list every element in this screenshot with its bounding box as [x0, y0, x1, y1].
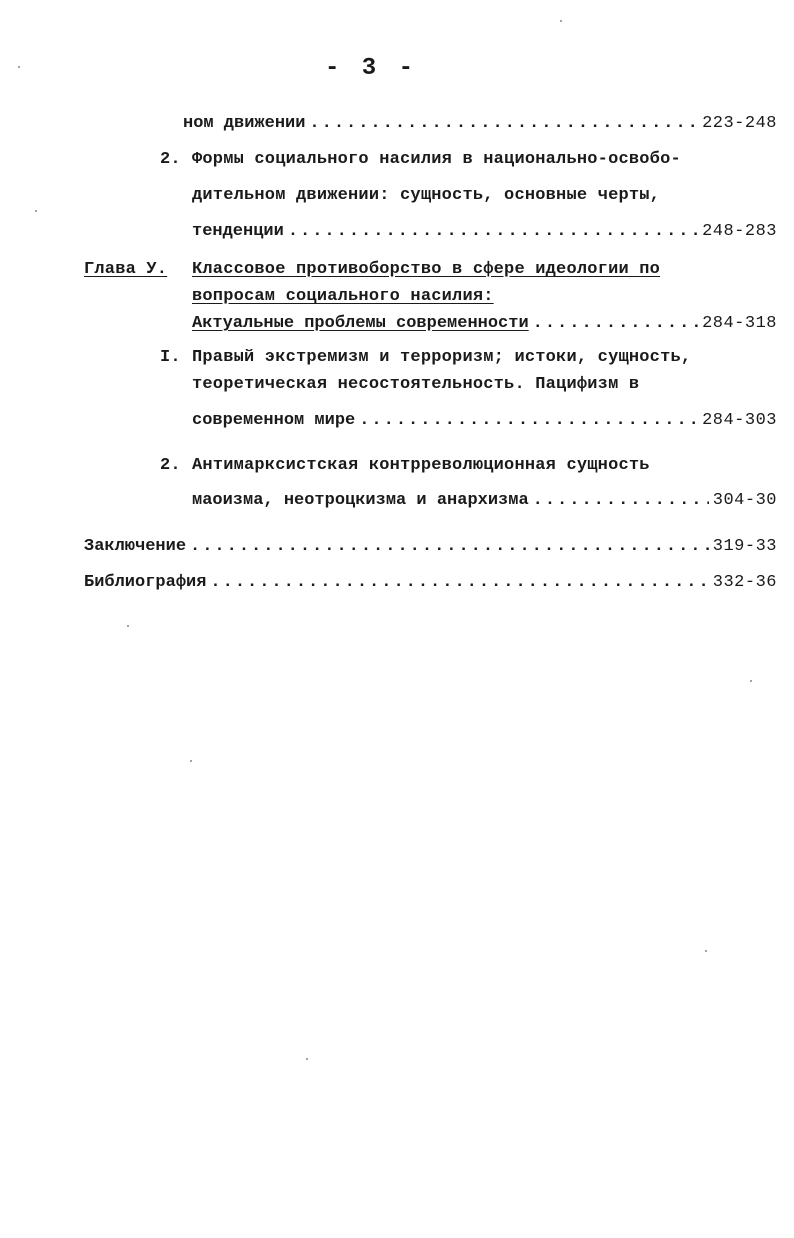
- chapter-title-last-line: [192, 313, 777, 335]
- toc-conclusion: [84, 536, 777, 558]
- chapter-label: Глава У.: [84, 260, 168, 279]
- toc-entry-text: дительном движении: сущность, основные черты,: [192, 186, 661, 205]
- scan-speck: [750, 680, 752, 682]
- toc-entry-pages: 319-33: [712, 537, 777, 556]
- leader-dots: [288, 221, 698, 243]
- scan-speck: [705, 950, 707, 952]
- toc-entry-text: Заключение: [84, 537, 187, 556]
- toc-entry-pages: 304-30: [712, 491, 777, 510]
- scan-speck: [190, 760, 192, 762]
- toc-entry-text: маоизма, неотроцкизма и анархизма: [192, 491, 529, 510]
- scan-speck: [18, 66, 20, 68]
- toc-entry-continuation: [183, 113, 777, 135]
- toc-entry-last-line: [192, 490, 777, 512]
- toc-item-number: 2.: [160, 456, 181, 475]
- toc-item-number: I.: [160, 348, 181, 367]
- toc-entry-text: современном мире: [192, 411, 356, 430]
- toc-entry-text: тенденции: [192, 222, 284, 241]
- toc-entry-text: Правый экстремизм и терроризм; истоки, сущность,: [192, 348, 692, 367]
- toc-entry-text: Формы социального насилия в национально-освобо-: [192, 150, 681, 169]
- chapter-title: Классовое противоборство в сфере идеологии по: [192, 260, 661, 279]
- scan-speck: [35, 210, 37, 212]
- toc-entry-pages: 332-36: [712, 573, 777, 592]
- leader-dots: [533, 490, 709, 512]
- toc-entry-text: Библиография: [84, 573, 207, 592]
- toc-entry-last-line: [192, 410, 777, 432]
- chapter-title: вопросам социального насилия:: [192, 287, 494, 306]
- toc-entry-text: ном движении: [183, 114, 306, 133]
- scan-speck: [560, 20, 562, 22]
- leader-dots: [210, 572, 708, 594]
- toc-bibliography: [84, 572, 777, 594]
- toc-entry-pages: 248-283: [702, 222, 777, 241]
- toc-entry-pages: 284-318: [702, 314, 777, 333]
- scan-speck: [306, 1058, 308, 1060]
- leader-dots: [533, 313, 698, 335]
- toc-entry-pages: 284-303: [702, 411, 777, 430]
- toc-item-number: 2.: [160, 150, 181, 169]
- toc-entry-last-line: [192, 221, 777, 243]
- scan-speck: [127, 625, 129, 627]
- chapter-title: Актуальные проблемы современности: [192, 314, 529, 333]
- toc-entry-pages: 223-248: [702, 114, 777, 133]
- toc-entry-text: теоретическая несостоятельность. Пацифизм в: [192, 375, 640, 394]
- page-number: - 3 -: [324, 55, 417, 82]
- leader-dots: [359, 410, 698, 432]
- toc-entry-text: Антимарксистская контрреволюционная сущность: [192, 456, 650, 475]
- leader-dots: [190, 536, 709, 558]
- leader-dots: [309, 113, 698, 135]
